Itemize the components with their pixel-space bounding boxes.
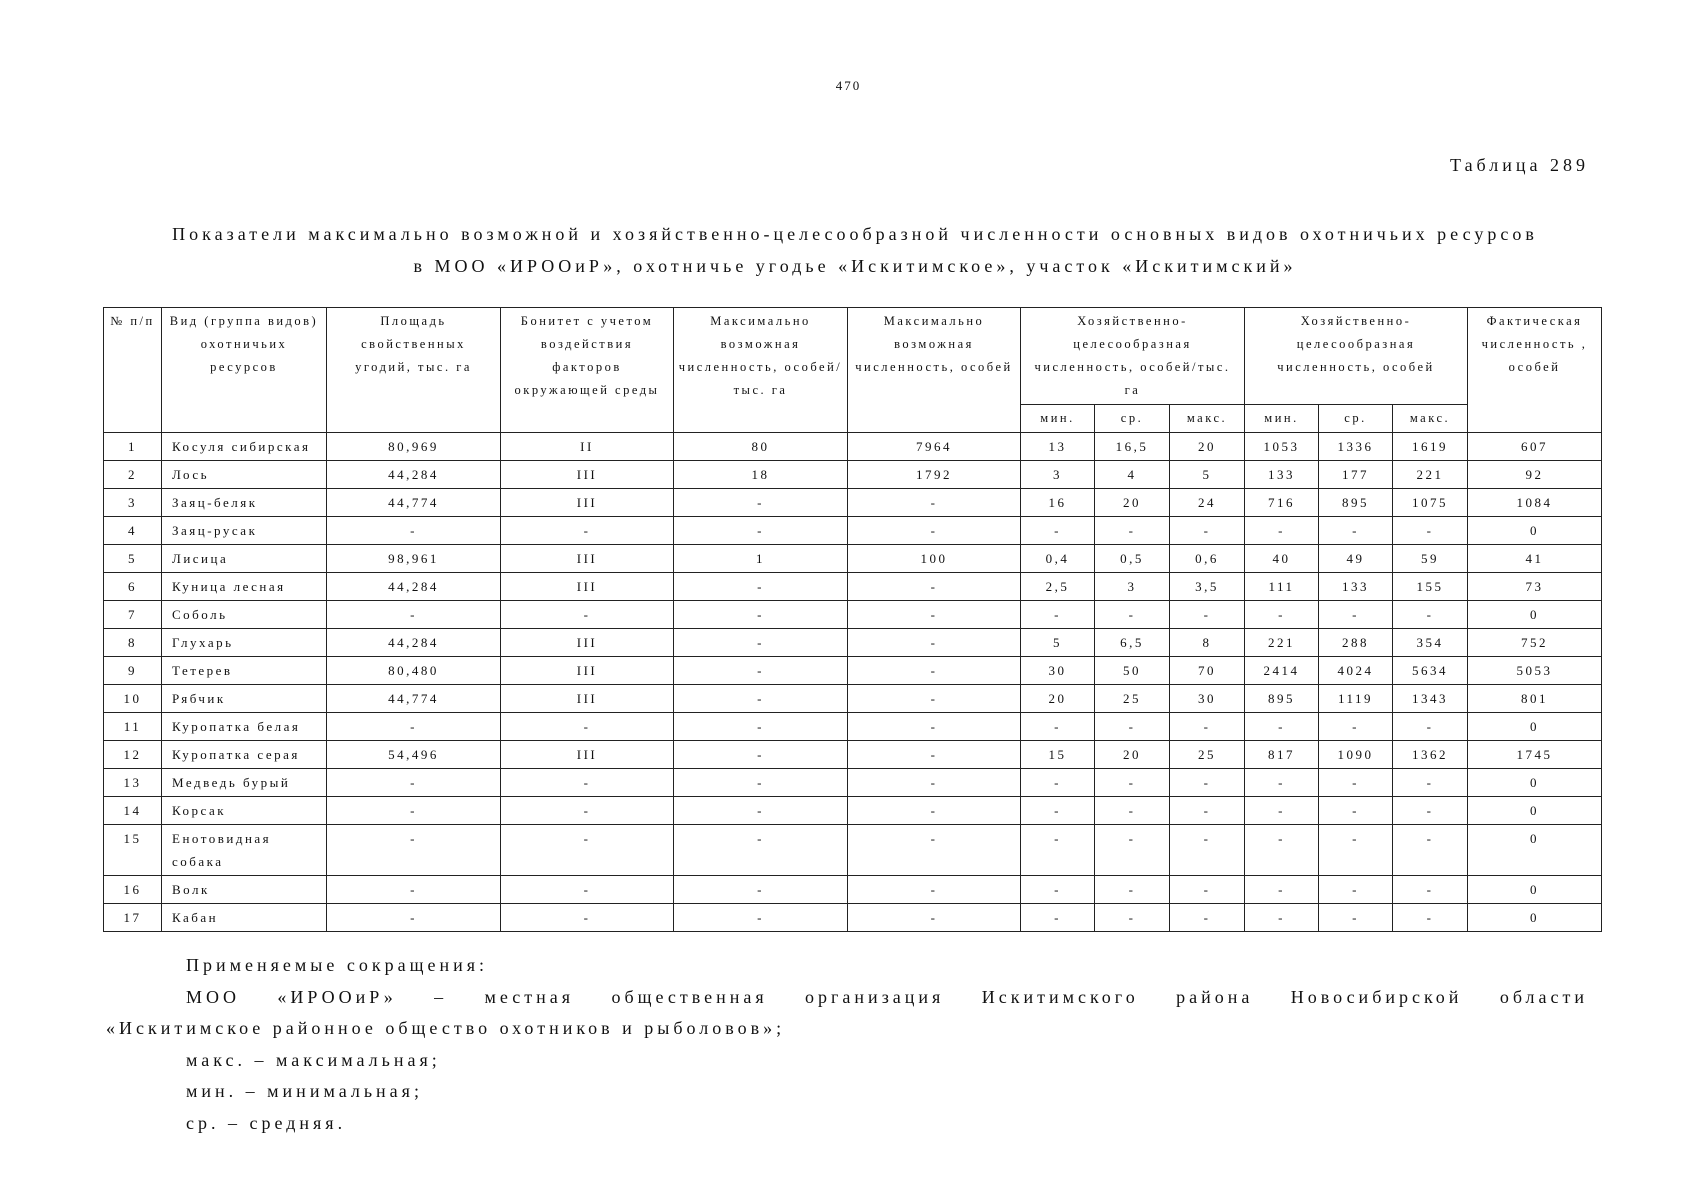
- cell-eco-number-avg: -: [1319, 825, 1393, 876]
- cell-area: -: [327, 825, 501, 876]
- cell-eco-density-max: -: [1170, 904, 1245, 932]
- cell-eco-number-min: -: [1245, 904, 1319, 932]
- cell-eco-number-min: 111: [1245, 573, 1319, 601]
- table-row: [104, 601, 1602, 629]
- cell-eco-density-min: 15: [1021, 741, 1095, 769]
- cell-eco-number-min: 895: [1245, 685, 1319, 713]
- cell-eco-number-min: 1053: [1245, 433, 1319, 461]
- cell-eco-density-min: -: [1021, 517, 1095, 545]
- cell-eco-number-min: 817: [1245, 741, 1319, 769]
- cell-max-number: -: [848, 657, 1021, 685]
- cell-actual: 92: [1468, 461, 1602, 489]
- cell-max-number: -: [848, 741, 1021, 769]
- cell-bonitet: III: [501, 573, 674, 601]
- table-row: [104, 797, 1602, 825]
- cell-max-number: -: [848, 904, 1021, 932]
- cell-eco-density-avg: 16,5: [1095, 433, 1170, 461]
- cell-max-density: -: [674, 657, 848, 685]
- cell-eco-number-avg: 49: [1319, 545, 1393, 573]
- cell-actual: 1084: [1468, 489, 1602, 517]
- cell-eco-number-min: -: [1245, 769, 1319, 797]
- cell-actual: 0: [1468, 713, 1602, 741]
- cell-area: -: [327, 517, 501, 545]
- table-row: [104, 629, 1602, 657]
- cell-max-density: -: [674, 713, 848, 741]
- cell-eco-density-min: 30: [1021, 657, 1095, 685]
- cell-eco-density-avg: 25: [1095, 685, 1170, 713]
- cell-eco-number-min: 716: [1245, 489, 1319, 517]
- note-moo-line-1: МОО «ИРООиР» – местная общественная организация Искитимского района Новосибирской области: [186, 986, 1588, 1007]
- cell-max-density: -: [674, 904, 848, 932]
- cell-num: 1: [104, 433, 162, 461]
- note-moo-line-2: «Искитимское районное общество охотников и рыболовов»;: [106, 1018, 786, 1038]
- cell-max-number: -: [848, 713, 1021, 741]
- cell-eco-number-avg: -: [1319, 904, 1393, 932]
- cell-eco-density-min: 20: [1021, 685, 1095, 713]
- table-row: [104, 545, 1602, 573]
- cell-eco-density-max: 8: [1170, 629, 1245, 657]
- cell-max-density: -: [674, 601, 848, 629]
- table-row: [104, 489, 1602, 517]
- table-row: [104, 876, 1602, 904]
- cell-eco-number-max: 155: [1393, 573, 1468, 601]
- cell-eco-number-avg: -: [1319, 769, 1393, 797]
- cell-num: 3: [104, 489, 162, 517]
- cell-eco-density-avg: 50: [1095, 657, 1170, 685]
- table-title: [100, 218, 1610, 282]
- cell-eco-density-avg: 0,5: [1095, 545, 1170, 573]
- cell-eco-density-avg: -: [1095, 825, 1170, 876]
- cell-eco-density-max: -: [1170, 713, 1245, 741]
- subheader-min: мин.: [1021, 405, 1095, 433]
- cell-max-number: -: [848, 876, 1021, 904]
- cell-max-number: 1792: [848, 461, 1021, 489]
- note-sr: ср. – средняя.: [186, 1112, 347, 1133]
- cell-eco-number-max: 59: [1393, 545, 1468, 573]
- cell-bonitet: -: [501, 797, 674, 825]
- cell-eco-number-min: 133: [1245, 461, 1319, 489]
- cell-eco-density-max: -: [1170, 769, 1245, 797]
- cell-max-number: -: [848, 517, 1021, 545]
- cell-actual: 0: [1468, 876, 1602, 904]
- cell-bonitet: -: [501, 904, 674, 932]
- cell-num: 9: [104, 657, 162, 685]
- table-row: [104, 713, 1602, 741]
- cell-actual: 41: [1468, 545, 1602, 573]
- cell-eco-number-max: -: [1393, 825, 1468, 876]
- cell-area: 54,496: [327, 741, 501, 769]
- cell-eco-density-avg: 20: [1095, 741, 1170, 769]
- cell-area: -: [327, 904, 501, 932]
- cell-bonitet: -: [501, 876, 674, 904]
- cell-max-number: -: [848, 573, 1021, 601]
- cell-eco-number-min: 40: [1245, 545, 1319, 573]
- cell-max-number: -: [848, 797, 1021, 825]
- cell-num: 4: [104, 517, 162, 545]
- cell-actual: 0: [1468, 601, 1602, 629]
- abbreviations-notes: [106, 950, 1588, 1139]
- cell-eco-density-avg: -: [1095, 904, 1170, 932]
- cell-eco-number-max: -: [1393, 517, 1468, 545]
- cell-eco-density-max: 30: [1170, 685, 1245, 713]
- cell-eco-number-min: 2414: [1245, 657, 1319, 685]
- cell-area: 44,284: [327, 629, 501, 657]
- cell-area: -: [327, 876, 501, 904]
- cell-num: 15: [104, 825, 162, 876]
- cell-num: 10: [104, 685, 162, 713]
- table-row: [104, 769, 1602, 797]
- cell-eco-number-min: -: [1245, 876, 1319, 904]
- cell-area: -: [327, 769, 501, 797]
- cell-num: 13: [104, 769, 162, 797]
- cell-eco-number-avg: -: [1319, 601, 1393, 629]
- cell-eco-number-avg: 133: [1319, 573, 1393, 601]
- cell-eco-number-avg: 1090: [1319, 741, 1393, 769]
- cell-eco-number-avg: 895: [1319, 489, 1393, 517]
- cell-area: 80,480: [327, 657, 501, 685]
- cell-eco-number-avg: 177: [1319, 461, 1393, 489]
- cell-bonitet: III: [501, 741, 674, 769]
- table-row: [104, 657, 1602, 685]
- cell-bonitet: -: [501, 713, 674, 741]
- cell-max-density: -: [674, 629, 848, 657]
- cell-species: Заяц-беляк: [162, 489, 327, 517]
- header-max-number: Максимально возможная численность, особей: [848, 308, 1021, 433]
- cell-max-number: -: [848, 601, 1021, 629]
- cell-eco-number-max: -: [1393, 713, 1468, 741]
- cell-bonitet: III: [501, 545, 674, 573]
- cell-species: Волк: [162, 876, 327, 904]
- cell-eco-density-avg: -: [1095, 517, 1170, 545]
- subheader-avg: ср.: [1095, 405, 1170, 433]
- note-maks: макс. – максимальная;: [186, 1049, 441, 1070]
- cell-eco-number-avg: 288: [1319, 629, 1393, 657]
- cell-eco-number-avg: 1336: [1319, 433, 1393, 461]
- header-num: № п/п: [104, 308, 162, 433]
- subheader-max: макс.: [1170, 405, 1245, 433]
- cell-eco-number-min: -: [1245, 713, 1319, 741]
- cell-eco-density-max: 70: [1170, 657, 1245, 685]
- cell-num: 8: [104, 629, 162, 657]
- cell-eco-number-min: -: [1245, 517, 1319, 545]
- cell-eco-number-avg: -: [1319, 876, 1393, 904]
- cell-actual: 1745: [1468, 741, 1602, 769]
- cell-max-density: -: [674, 517, 848, 545]
- table-row: [104, 461, 1602, 489]
- cell-actual: 607: [1468, 433, 1602, 461]
- cell-num: 12: [104, 741, 162, 769]
- cell-species: Рябчик: [162, 685, 327, 713]
- cell-area: 44,284: [327, 461, 501, 489]
- species-table: [103, 307, 1602, 932]
- cell-eco-density-max: 25: [1170, 741, 1245, 769]
- cell-eco-density-min: 0,4: [1021, 545, 1095, 573]
- header-area: Площадь свойственных угодий, тыс. га: [327, 308, 501, 433]
- cell-eco-number-avg: -: [1319, 713, 1393, 741]
- cell-max-number: -: [848, 489, 1021, 517]
- cell-bonitet: -: [501, 517, 674, 545]
- cell-area: 98,961: [327, 545, 501, 573]
- cell-max-density: -: [674, 876, 848, 904]
- cell-species: Лисица: [162, 545, 327, 573]
- cell-num: 6: [104, 573, 162, 601]
- cell-eco-density-avg: -: [1095, 797, 1170, 825]
- cell-eco-density-min: -: [1021, 904, 1095, 932]
- table-row: [104, 685, 1602, 713]
- cell-eco-density-max: -: [1170, 601, 1245, 629]
- cell-eco-density-avg: -: [1095, 876, 1170, 904]
- cell-eco-number-max: 1343: [1393, 685, 1468, 713]
- cell-num: 17: [104, 904, 162, 932]
- table-body: [104, 433, 1602, 932]
- cell-species: Куропатка серая: [162, 741, 327, 769]
- cell-eco-density-max: -: [1170, 825, 1245, 876]
- table-row: [104, 517, 1602, 545]
- cell-area: -: [327, 797, 501, 825]
- cell-eco-density-max: 0,6: [1170, 545, 1245, 573]
- cell-eco-density-max: 20: [1170, 433, 1245, 461]
- cell-num: 11: [104, 713, 162, 741]
- cell-eco-density-max: -: [1170, 876, 1245, 904]
- cell-max-number: -: [848, 769, 1021, 797]
- cell-bonitet: III: [501, 685, 674, 713]
- cell-species: Енотовидная собака: [162, 825, 327, 876]
- subheader-avg: ср.: [1319, 405, 1393, 433]
- cell-bonitet: III: [501, 629, 674, 657]
- cell-actual: 801: [1468, 685, 1602, 713]
- cell-eco-number-avg: 4024: [1319, 657, 1393, 685]
- cell-max-density: -: [674, 769, 848, 797]
- cell-max-density: 80: [674, 433, 848, 461]
- cell-eco-density-avg: 3: [1095, 573, 1170, 601]
- cell-max-density: 18: [674, 461, 848, 489]
- cell-max-density: -: [674, 741, 848, 769]
- cell-species: Медведь бурый: [162, 769, 327, 797]
- cell-species: Соболь: [162, 601, 327, 629]
- cell-species: Куропатка белая: [162, 713, 327, 741]
- table-row: [104, 741, 1602, 769]
- cell-eco-number-max: -: [1393, 876, 1468, 904]
- cell-species: Косуля сибирская: [162, 433, 327, 461]
- cell-area: 44,284: [327, 573, 501, 601]
- cell-max-number: 7964: [848, 433, 1021, 461]
- cell-eco-number-min: -: [1245, 825, 1319, 876]
- cell-bonitet: II: [501, 433, 674, 461]
- cell-eco-density-max: 24: [1170, 489, 1245, 517]
- cell-eco-density-avg: 4: [1095, 461, 1170, 489]
- header-actual: Фактическая численность , особей: [1468, 308, 1602, 433]
- table-row: [104, 825, 1602, 876]
- cell-eco-number-max: 354: [1393, 629, 1468, 657]
- cell-species: Кабан: [162, 904, 327, 932]
- cell-eco-number-min: -: [1245, 797, 1319, 825]
- cell-bonitet: -: [501, 825, 674, 876]
- cell-bonitet: III: [501, 461, 674, 489]
- notes-heading: Применяемые сокращения:: [186, 955, 489, 975]
- cell-eco-density-min: 5: [1021, 629, 1095, 657]
- cell-eco-density-avg: -: [1095, 769, 1170, 797]
- table-row: [104, 433, 1602, 461]
- cell-eco-number-max: 221: [1393, 461, 1468, 489]
- cell-species: Тетерев: [162, 657, 327, 685]
- title-line-2: в МОО «ИРООиР», охотничье угодье «Искитимское», участок «Искитимский»: [413, 256, 1297, 276]
- cell-species: Куница лесная: [162, 573, 327, 601]
- cell-eco-number-max: 1075: [1393, 489, 1468, 517]
- cell-eco-density-min: -: [1021, 797, 1095, 825]
- cell-eco-number-avg: -: [1319, 797, 1393, 825]
- cell-eco-number-max: 1362: [1393, 741, 1468, 769]
- cell-eco-number-max: 5634: [1393, 657, 1468, 685]
- cell-eco-density-min: 2,5: [1021, 573, 1095, 601]
- cell-eco-density-min: 13: [1021, 433, 1095, 461]
- cell-eco-number-max: -: [1393, 904, 1468, 932]
- cell-max-density: -: [674, 825, 848, 876]
- cell-species: Глухарь: [162, 629, 327, 657]
- cell-max-number: -: [848, 825, 1021, 876]
- cell-eco-number-max: -: [1393, 797, 1468, 825]
- cell-max-density: -: [674, 573, 848, 601]
- cell-eco-number-max: -: [1393, 601, 1468, 629]
- cell-num: 7: [104, 601, 162, 629]
- cell-eco-density-avg: -: [1095, 601, 1170, 629]
- cell-area: -: [327, 601, 501, 629]
- table-label: Таблица 289: [1450, 155, 1589, 175]
- cell-eco-density-min: 16: [1021, 489, 1095, 517]
- subheader-min: мин.: [1245, 405, 1319, 433]
- header-eco-number: Хозяйственно-целесообразная численность, особей: [1245, 308, 1468, 405]
- cell-area: 80,969: [327, 433, 501, 461]
- cell-area: 44,774: [327, 685, 501, 713]
- cell-species: Заяц-русак: [162, 517, 327, 545]
- cell-max-density: -: [674, 685, 848, 713]
- header-max-density: Максимально возможная численность, особей/тыс. га: [674, 308, 848, 433]
- cell-actual: 5053: [1468, 657, 1602, 685]
- cell-eco-number-min: -: [1245, 601, 1319, 629]
- cell-eco-density-max: -: [1170, 797, 1245, 825]
- cell-eco-number-min: 221: [1245, 629, 1319, 657]
- cell-num: 2: [104, 461, 162, 489]
- cell-eco-density-max: 5: [1170, 461, 1245, 489]
- cell-eco-number-max: 1619: [1393, 433, 1468, 461]
- cell-actual: 73: [1468, 573, 1602, 601]
- cell-eco-number-avg: 1119: [1319, 685, 1393, 713]
- cell-area: 44,774: [327, 489, 501, 517]
- table-row: [104, 904, 1602, 932]
- cell-eco-density-avg: 6,5: [1095, 629, 1170, 657]
- cell-eco-density-max: -: [1170, 517, 1245, 545]
- cell-eco-density-min: 3: [1021, 461, 1095, 489]
- cell-eco-density-min: -: [1021, 713, 1095, 741]
- page-number: 470: [835, 78, 862, 93]
- header-species: Вид (группа видов) охотничьих ресурсов: [162, 308, 327, 433]
- header-eco-density: Хозяйственно-целесообразная численность, особей/тыс. га: [1021, 308, 1245, 405]
- cell-bonitet: -: [501, 769, 674, 797]
- title-line-1: Показатели максимально возможной и хозяйственно-целесообразной численности основных видов охотничьих ресурсов: [172, 224, 1538, 244]
- cell-eco-density-min: -: [1021, 601, 1095, 629]
- cell-max-density: -: [674, 797, 848, 825]
- cell-eco-density-min: -: [1021, 825, 1095, 876]
- cell-area: -: [327, 713, 501, 741]
- cell-bonitet: -: [501, 601, 674, 629]
- note-min: мин. – минимальная;: [186, 1081, 423, 1101]
- header-bonitet: Бонитет с учетом воздействия факторов окружающей среды: [501, 308, 674, 433]
- cell-num: 14: [104, 797, 162, 825]
- cell-actual: 0: [1468, 797, 1602, 825]
- cell-species: Лось: [162, 461, 327, 489]
- cell-actual: 0: [1468, 825, 1602, 876]
- cell-eco-density-max: 3,5: [1170, 573, 1245, 601]
- subheader-max: макс.: [1393, 405, 1468, 433]
- cell-actual: 0: [1468, 517, 1602, 545]
- cell-actual: 0: [1468, 904, 1602, 932]
- cell-max-density: -: [674, 489, 848, 517]
- cell-eco-density-avg: -: [1095, 713, 1170, 741]
- cell-bonitet: III: [501, 657, 674, 685]
- cell-eco-number-avg: -: [1319, 517, 1393, 545]
- cell-eco-number-max: -: [1393, 769, 1468, 797]
- cell-max-number: -: [848, 629, 1021, 657]
- cell-actual: 0: [1468, 769, 1602, 797]
- cell-bonitet: III: [501, 489, 674, 517]
- cell-eco-density-min: -: [1021, 876, 1095, 904]
- cell-species: Корсак: [162, 797, 327, 825]
- cell-num: 5: [104, 545, 162, 573]
- cell-num: 16: [104, 876, 162, 904]
- table-row: [104, 573, 1602, 601]
- cell-eco-density-avg: 20: [1095, 489, 1170, 517]
- cell-actual: 752: [1468, 629, 1602, 657]
- cell-eco-density-min: -: [1021, 769, 1095, 797]
- cell-max-density: 1: [674, 545, 848, 573]
- cell-max-number: -: [848, 685, 1021, 713]
- cell-max-number: 100: [848, 545, 1021, 573]
